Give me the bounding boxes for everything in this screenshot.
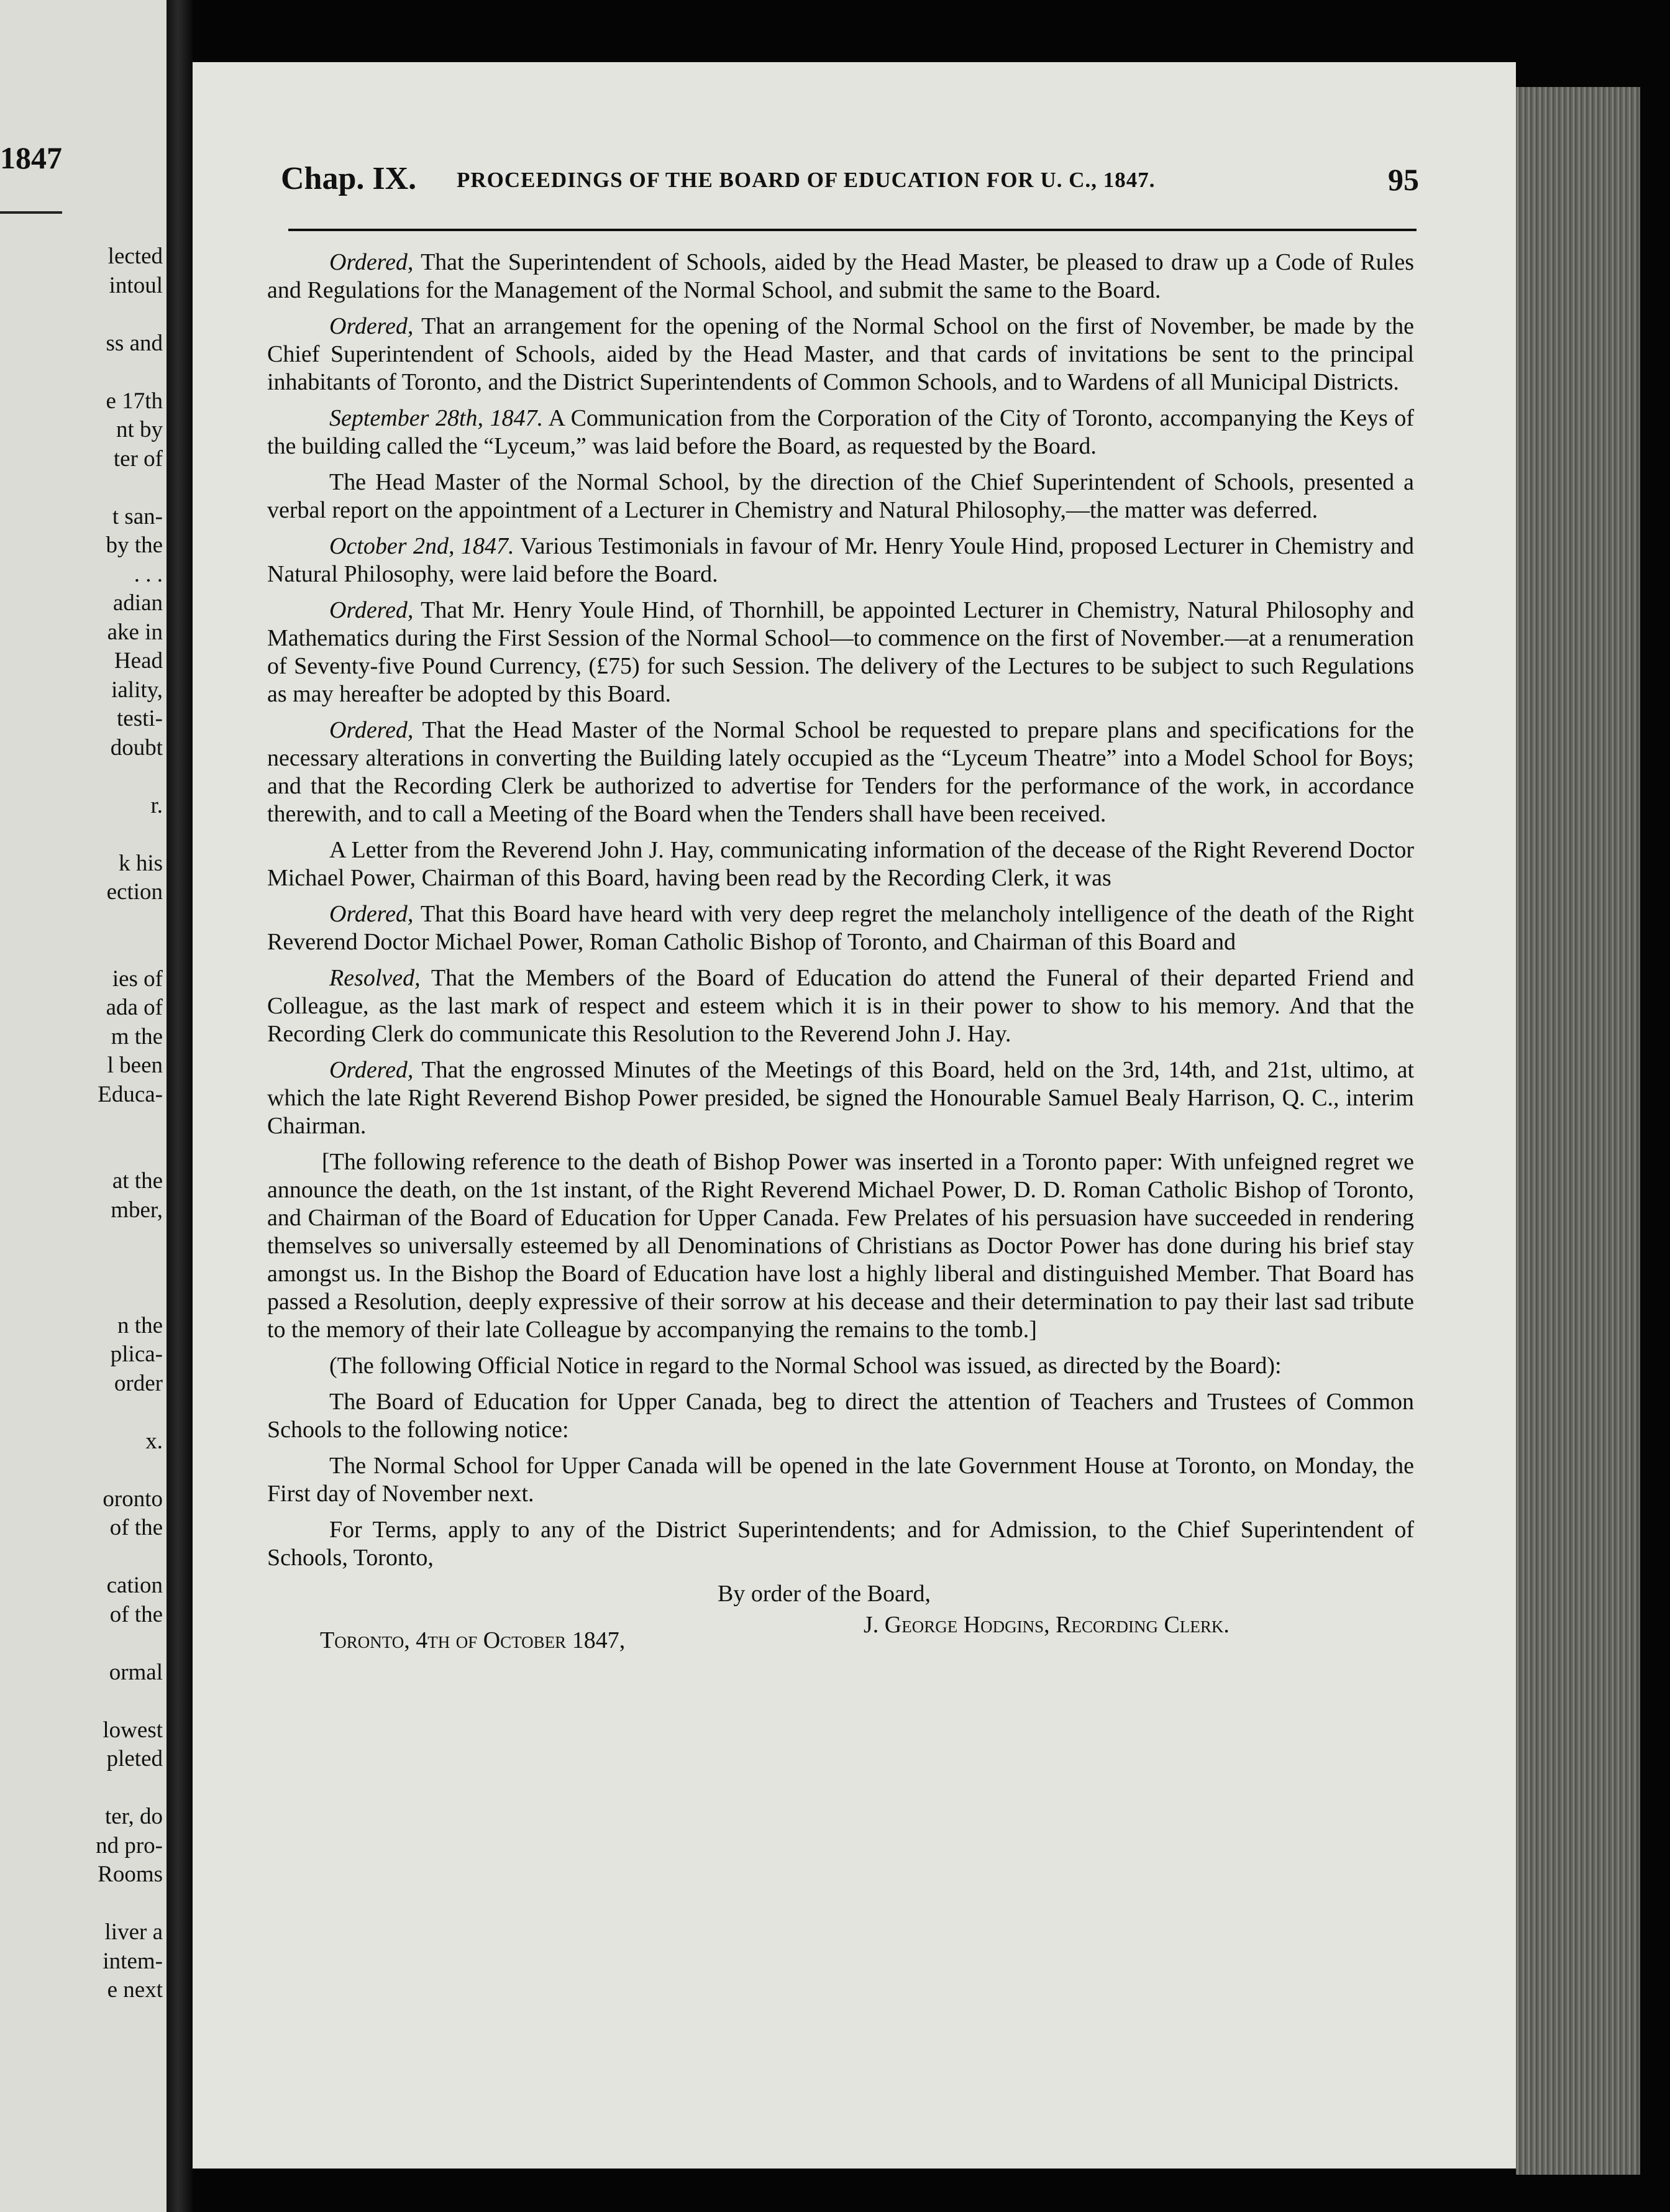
page-number: 95 [1388,162,1419,197]
paragraph-4: The Head Master of the Normal School, by the direction of the Chief Superintendent of Schools, presented a verbal report on the appointment of a Lecturer in Chemistry and Natural Philosophy,—the matter was deferred. [267,469,1414,523]
previous-page-line: oronto [103,1486,163,1512]
previous-page-line: ection [106,879,163,905]
previous-page-line: lowest [103,1717,163,1743]
place-date-line: Toronto, 4th of October 1847, [320,1627,626,1653]
paragraph-13: (The following Official Notice in regard to the Normal School was issued, as directed by the Board): [329,1353,1282,1379]
previous-page-line [0,820,163,849]
running-title: PROCEEDINGS OF THE BOARD OF EDUCATION FOR U. C., 1847. [457,168,1156,192]
previous-page-line: m the [111,1023,163,1049]
previous-page-line: intoul [109,272,163,298]
page-body [267,249,1414,1673]
previous-page-line [0,1109,163,1138]
previous-page-line: r. [150,792,163,818]
previous-page-line: ormal [109,1659,163,1685]
previous-page-line: n the [117,1312,163,1338]
previous-page-line [0,1282,163,1312]
previous-page-line: of the [109,1515,163,1540]
previous-page-line: t san- [112,503,163,529]
previous-page-line: testi- [117,706,163,731]
previous-page-line [0,1629,163,1658]
previous-page-fragment [0,0,167,2212]
previous-page-line: l been [107,1053,163,1078]
signatory-line: J. George Hodgins, Recording Clerk. [864,1612,1230,1638]
previous-page-line: by the [106,532,163,558]
paragraph-5: October 2nd, 1847. Various Testimonials in favour of Mr. Henry Youle Hind, proposed Lecturer in Chemistry and Natural Philosophy, were laid before the Board. [267,533,1414,587]
previous-page-line: doubt [110,734,163,761]
previous-page-line: Head [114,648,163,674]
paragraph-7: Ordered, That the Head Master of the Normal School be requested to prepare plans and specifications for the necessary alterations in converting the Building lately occupied as the “Lyceum Theatre” into a Model School for Boys; and that the Recording Clerk be authorized to advertise for Tenders for the performance of the work, in accordance therewith, and to call a Meeting of the Board when the Tenders shall have been received. [267,717,1414,827]
previous-page-line [0,762,163,792]
previous-page-header: 1847 [0,140,62,175]
previous-page-line: ter of [113,446,163,472]
previous-page-text [0,242,163,2005]
previous-page-line [0,1138,163,1168]
previous-page-rule [0,211,62,214]
paragraph-14: The Board of Education for Upper Canada, beg to direct the attention of Teachers and Trustees of Common Schools to the following notice: [267,1389,1414,1443]
previous-page-line: plica- [110,1341,163,1367]
previous-page-line: of the [109,1601,163,1627]
previous-page-line [0,907,163,936]
previous-page-line [0,1225,163,1254]
previous-page-line: lected [107,244,163,269]
previous-page-line: ter, do [104,1804,163,1829]
previous-page-line: ss and [106,330,163,356]
previous-page-line [0,1687,163,1716]
paragraph-2: Ordered, That an arrangement for the opening of the Normal School on the first of November, be made by the Chief Superintendent of Schools, aided by the Head Master, and that cards of invitations be sent to the principal inhabitants of Toronto, and the District Superintendents of Common Schools, and to Wardens of all Municipal Districts. [267,313,1414,395]
previous-page-line: Rooms [98,1862,163,1887]
previous-page-line: e next [107,1977,163,2003]
paragraph-1: Ordered, That the Superintendent of Schools, aided by the Head Master, be pleased to draw up a Code of Rules and Regulations for the Management of the Normal School, and submit the same to the Board. [267,249,1414,303]
previous-page-line: nt by [116,417,163,442]
previous-page-line: nd pro- [96,1832,163,1858]
header-rule [288,229,1417,231]
previous-page-line: . . . [134,561,163,587]
previous-page-line: cation [106,1573,163,1598]
previous-page-line [0,1543,163,1572]
previous-page-line: ada of [106,995,163,1020]
previous-page-line: mber, [111,1197,163,1223]
page-edges [1516,87,1640,2175]
previous-page-line: pleted [106,1746,163,1771]
signature-block [267,1580,1414,1673]
paragraph-16: For Terms, apply to any of the District Superintendents; and for Admission, to the Chief Superintendent of Schools, Toronto, [267,1517,1414,1571]
previous-page-line: e 17th [106,388,163,414]
previous-page-line [0,1890,163,1919]
book-gutter [167,0,193,2212]
previous-page-line [0,1774,163,1803]
running-header [281,155,1419,211]
previous-page-line [0,1398,163,1427]
previous-page-line: at the [112,1168,163,1194]
previous-page-line: x. [145,1428,163,1454]
previous-page-line: intem- [103,1948,163,1974]
paragraph-11: Ordered, That the engrossed Minutes of the Meetings of this Board, held on the 3rd, 14th, and 21st, ultimo, at which the late Right Reverend Bishop Power presided, be signed the Honourable Samuel Bealy Harrison, Q. C., interim Chairman. [267,1057,1414,1139]
previous-page-line [0,358,163,387]
previous-page-line: ake in [107,619,163,645]
previous-page-line: iality, [111,677,163,703]
chapter-label: Chap. IX. [281,161,417,196]
paragraph-15: The Normal School for Upper Canada will be opened in the late Government House at Toronto, on Monday, the First day of November next. [267,1453,1414,1507]
previous-page-line [0,936,163,965]
paragraph-12: [The following reference to the death of Bishop Power was inserted in a Toronto paper: With unfeigned regret we announce the death, on the 1st instant, of the Right Reverend Michael Power, D. D. Roman Catholic Bishop of Toronto, and Chairman of the Board of Education for Upper Canada. Few Prelates of his persuasion have succeeded in rendering themselves so universally esteemed by all Denominations of Christians as Doctor Power has done during his brief stay amongst us. In the Bishop the Board of Education have lost a highly liberal and distinguished Member. That Board has passed a Resolution, deeply expressive of their sorrow at his decease and their determination to pay their last sad tribute to the memory of their late Colleague by accompanying the remains to the tomb.] [267,1149,1414,1343]
previous-page-line: liver a [104,1919,163,1945]
paragraph-8: A Letter from the Reverend John J. Hay, communicating information of the decease of the Right Reverend Doctor Michael Power, Chairman of this Board, having been read by the Recording Clerk, it was [267,837,1414,891]
paragraph-10: Resolved, That the Members of the Board of Education do attend the Funeral of their departed Friend and Colleague, as the last mark of respect and esteem which it is in their power to show to his memory. And that the Recording Clerk do communicate this Resolution to the Reverend John J. Hay. [267,965,1414,1047]
previous-page-line: ies of [112,966,163,992]
previous-page-line [0,1254,163,1283]
paragraph-6: Ordered, That Mr. Henry Youle Hind, of Thornhill, be appointed Lecturer in Chemistry, Natural Philosophy and Mathematics during the First Session of the Normal School—to commence on the first of November.—at a renumeration of Seventy-five Pound Currency, (£75) for such Session. The delivery of the Lectures to be subject to such Regulations as may hereafter be adopted by this Board. [267,597,1414,707]
previous-page-line [0,300,163,329]
previous-page-line [0,1456,163,1485]
previous-page-line: order [114,1370,163,1396]
previous-page-line: Educa- [98,1081,163,1107]
paragraph-9: Ordered, That this Board have heard with very deep regret the melancholy intelligence of the death of the Right Reverend Doctor Michael Power, Roman Catholic Bishop of Toronto, and Chairman of this Board and [267,901,1414,955]
previous-page-line: adian [112,590,163,616]
previous-page-line: k his [119,850,163,876]
previous-page-line [0,473,163,503]
paragraph-3: September 28th, 1847. A Communication from the Corporation of the City of Toronto, accompanying the Keys of the building called the “Lyceum,” was laid before the Board, as requested by the Board. [267,405,1414,459]
by-order-line: By order of the Board, [718,1581,931,1607]
